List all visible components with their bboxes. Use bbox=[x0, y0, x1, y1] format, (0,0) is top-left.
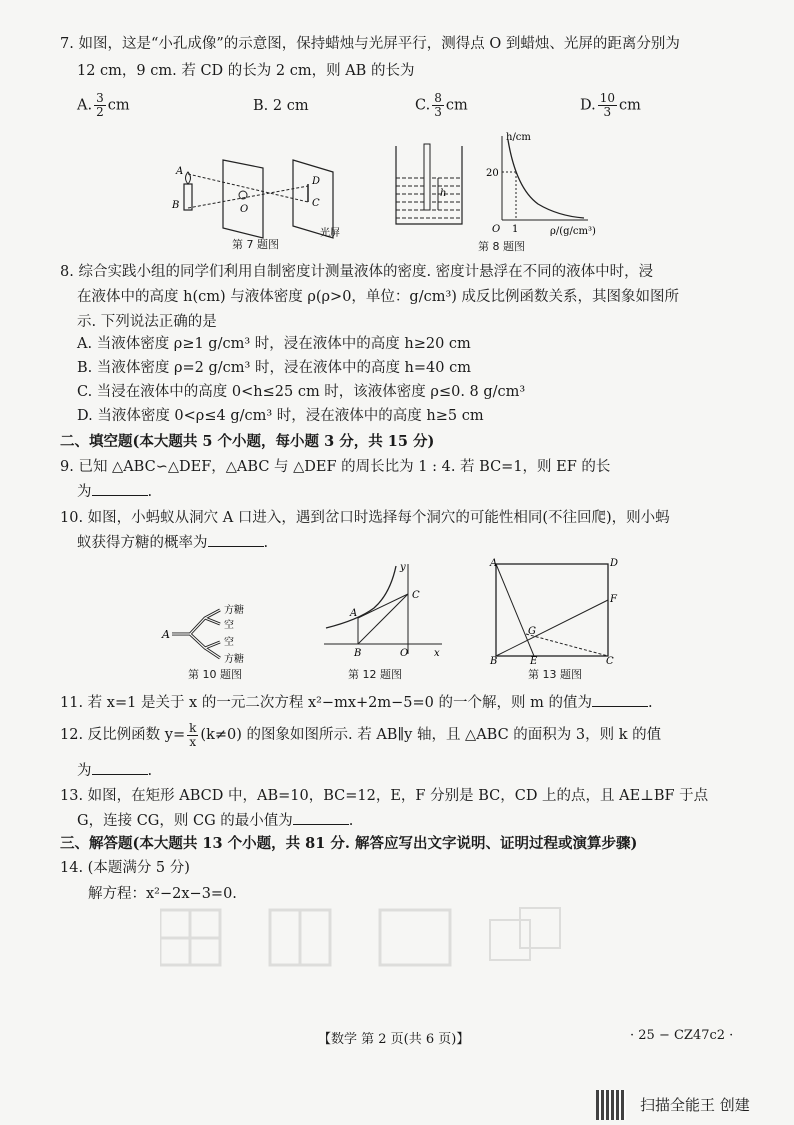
fig13-label-e: E bbox=[530, 656, 538, 666]
fig13-label-f: F bbox=[610, 594, 617, 605]
q13-answer-blank bbox=[293, 810, 349, 825]
fig13-label-d: D bbox=[610, 558, 619, 569]
q8-option-a: A. 当液体密度 ρ≥1 g/cm³ 时，浸在液体中的高度 h≥20 cm bbox=[77, 336, 471, 352]
fig10-leaf-3: 空 bbox=[224, 637, 234, 648]
q10-line2: 蚁获得方糖的概率为 . bbox=[77, 532, 268, 553]
fig8-x-axis: ρ/(g/cm³) bbox=[550, 226, 596, 237]
fig12-label-c: C bbox=[412, 590, 420, 601]
q7-option-a: A. $\frac{3}{2}$ cm bbox=[77, 91, 130, 119]
q8-line1: 8. 综合实践小组的同学们利用自制密度计测量液体的密度. 密度计悬浮在不同的液体中时，浸 bbox=[60, 264, 654, 280]
fig7-label-c: C bbox=[312, 198, 320, 209]
q10-line1: 10. 如图，小蚂蚁从洞穴 A 口进入，遇到岔口时选择每个洞穴的可能性相同(不往回爬)，则小蚂 bbox=[60, 510, 670, 526]
figure-13-rectangle bbox=[486, 556, 626, 666]
q11: 11. 若 x=1 是关于 x 的一元二次方程 x²−mx+2m−5=0 的一个解，则 m 的值为 . bbox=[60, 692, 653, 713]
fig7-label-b: B bbox=[172, 200, 180, 211]
figure-13-caption: 第 13 题图 bbox=[528, 668, 582, 681]
fig8-h-label: h bbox=[440, 188, 447, 199]
q13-line1: 13. 如图，在矩形 ABCD 中，AB=10，BC=12，E，F 分别是 BC，CD 上的点，且 AE⊥BF 于点 bbox=[60, 788, 709, 804]
fig7-label-a: A bbox=[176, 166, 184, 177]
fig10-leaf-2: 空 bbox=[224, 620, 234, 631]
figure-12-inverse-function bbox=[318, 558, 448, 662]
fig10-leaf-4: 方糖 bbox=[224, 654, 244, 665]
q8-line3: 示. 下列说法正确的是 bbox=[77, 314, 217, 330]
fig8-tick-y: 20 bbox=[486, 168, 499, 179]
figure-8-density bbox=[388, 128, 628, 238]
fig13-label-c: C bbox=[606, 656, 614, 666]
fig7-label-d: D bbox=[312, 176, 321, 187]
q7-line2: 12 cm，9 cm. 若 CD 的长为 2 cm，则 AB 的长为 bbox=[77, 63, 415, 79]
figure-12-caption: 第 12 题图 bbox=[348, 668, 402, 681]
fig7-screen-label: 光屏 bbox=[320, 228, 340, 239]
q9-answer-blank bbox=[92, 481, 148, 496]
fig12-label-x: x bbox=[434, 648, 440, 659]
reverse-side-bleed bbox=[160, 900, 580, 975]
page-footer-center: 【数学 第 2 页(共 6 页)】 bbox=[318, 1032, 470, 1047]
fig7-label-o: O bbox=[240, 204, 249, 215]
q14-body: 解方程：x²−2x−3=0. bbox=[88, 886, 237, 902]
fig10-leaf-1: 方糖 bbox=[224, 605, 244, 616]
q14-title: 14. (本题满分 5 分) bbox=[60, 860, 190, 876]
fig13-label-g: G bbox=[528, 626, 536, 637]
section-3-heading: 三、解答题(本大题共 13 个小题，共 81 分. 解答应写出文字说明、证明过程或演算步骤) bbox=[60, 835, 638, 852]
fig13-label-b: B bbox=[490, 656, 498, 666]
fig8-tick-x: 1 bbox=[512, 224, 519, 235]
q10-answer-blank bbox=[208, 532, 264, 547]
q12-answer-blank bbox=[92, 760, 148, 775]
fig10-start-label: A bbox=[162, 628, 170, 641]
fig13-label-a: A bbox=[490, 558, 498, 569]
figure-7-caption: 第 7 题图 bbox=[232, 238, 279, 251]
q12-line1: 12. 反比例函数 y= $\frac{k}{x}$ (k≠0) 的图象如图所示. 若 AB∥y 轴，且 △ABC 的面积为 3，则 k 的值 bbox=[60, 720, 662, 749]
q8-line2: 在液体中的高度 h(cm) 与液体密度 ρ(ρ>0，单位：g/cm³) 成反比例函数关系，其图象如图所 bbox=[77, 289, 680, 305]
q11-answer-blank bbox=[592, 692, 648, 707]
fig8-origin: O bbox=[492, 224, 501, 235]
fig12-label-o: O bbox=[400, 648, 409, 659]
q9-line1: 9. 已知 △ABC∽△DEF，△ABC 与 △DEF 的周长比为 1 : 4. 若 BC=1，则 EF 的长 bbox=[60, 459, 611, 475]
q7-line1: 7. 如图，这是“小孔成像”的示意图，保持蜡烛与光屏平行，测得点 O 到蜡烛、光屏的距离分别为 bbox=[60, 36, 680, 52]
fig12-label-b: B bbox=[354, 648, 362, 659]
qr-code-icon bbox=[596, 1090, 626, 1120]
q8-option-d: D. 当液体密度 0<ρ≤4 g/cm³ 时，浸在液体中的高度 h≥5 cm bbox=[77, 408, 484, 424]
fig12-label-a: A bbox=[350, 608, 358, 619]
figure-10-caption: 第 10 题图 bbox=[188, 668, 242, 681]
q12-line2: 为 . bbox=[77, 760, 152, 781]
section-2-heading: 二、填空题(本大题共 5 个小题，每小题 3 分，共 15 分) bbox=[60, 433, 435, 450]
figure-7-pinhole bbox=[168, 150, 368, 245]
scanner-watermark: 扫描全能王 创建 bbox=[640, 1096, 750, 1114]
q7-option-d: D. $\frac{10}{3}$ cm bbox=[580, 91, 641, 119]
fig12-label-y: y bbox=[400, 562, 406, 573]
q8-option-b: B. 当液体密度 ρ=2 g/cm³ 时，浸在液体中的高度 h=40 cm bbox=[77, 360, 471, 376]
q9-line2: 为 . bbox=[77, 481, 152, 502]
figure-8-caption: 第 8 题图 bbox=[478, 240, 525, 253]
fig8-y-axis: h/cm bbox=[506, 132, 531, 143]
q8-option-c: C. 当浸在液体中的高度 0<h≤25 cm 时，该液体密度 ρ≤0. 8 g/cm³ bbox=[77, 384, 526, 400]
figure-10-ant-tunnels bbox=[160, 600, 280, 670]
q7-option-b: B. 2 cm bbox=[253, 98, 309, 114]
q13-line2: G，连接 CG，则 CG 的最小值为 . bbox=[77, 810, 353, 831]
q7-option-c: C. $\frac{8}{3}$ cm bbox=[415, 91, 468, 119]
page-footer-code: · 25 − CZ47c2 · bbox=[630, 1028, 734, 1043]
